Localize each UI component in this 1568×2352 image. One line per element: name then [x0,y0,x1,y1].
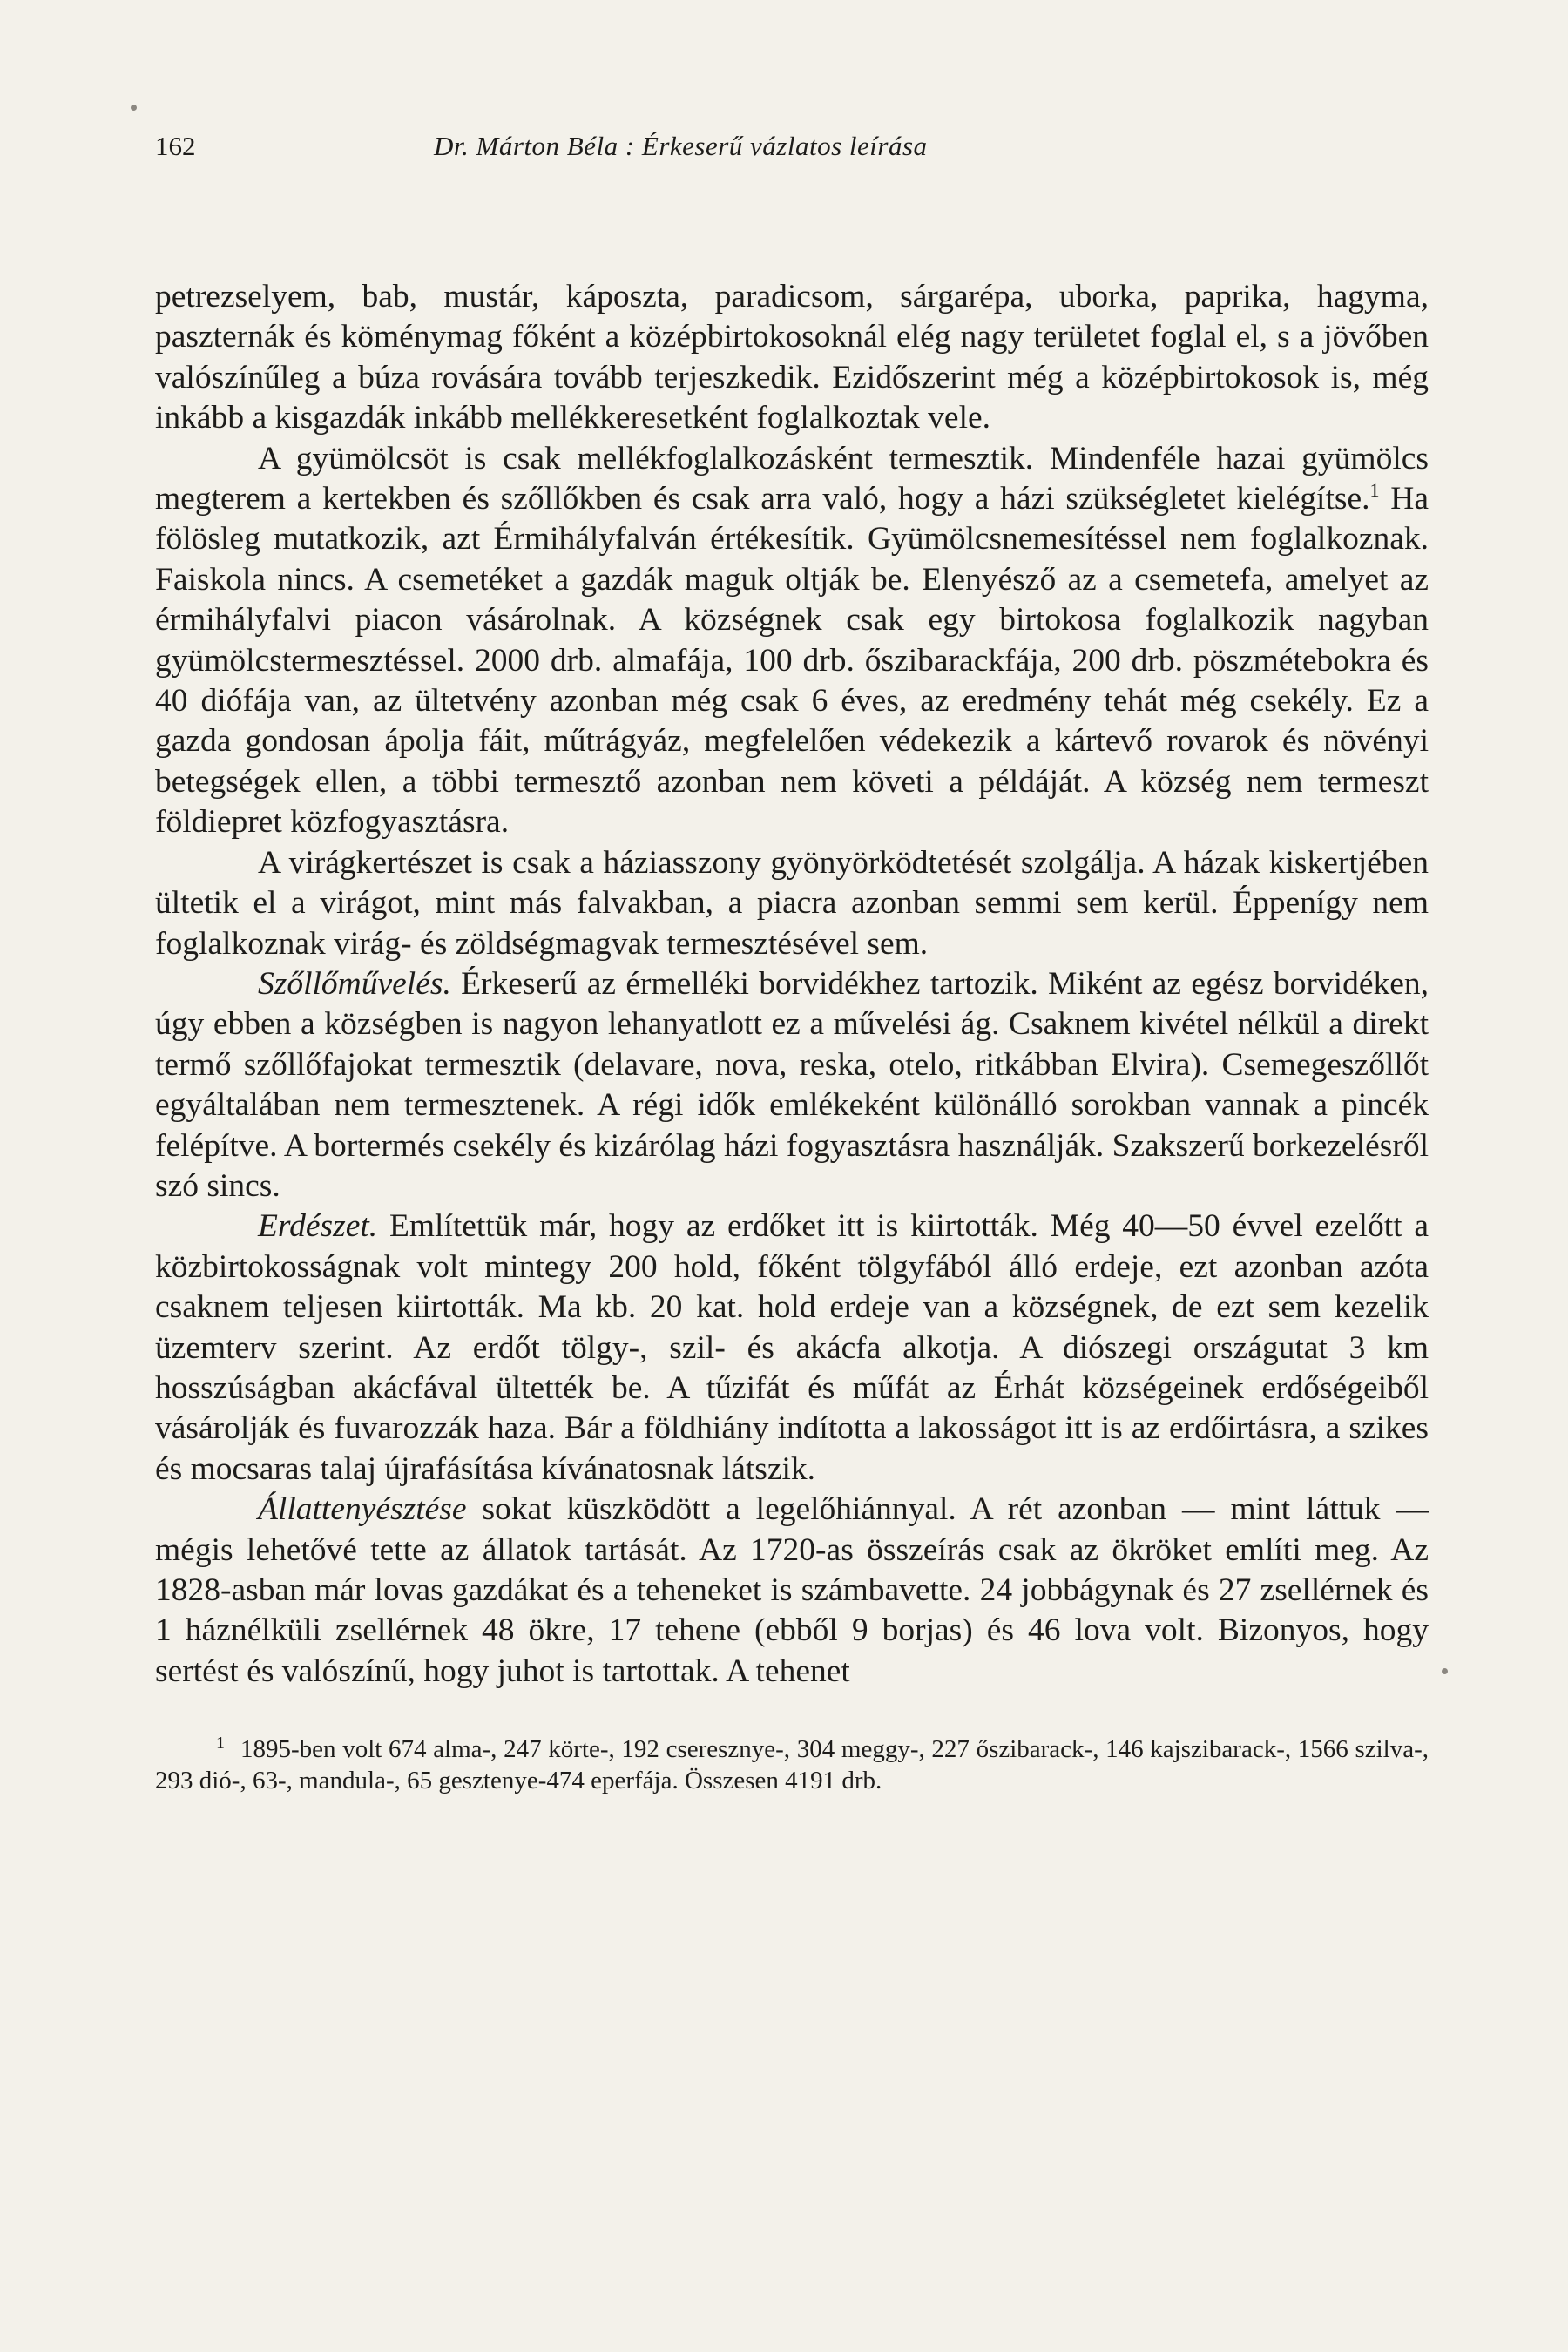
footnote-mark: 1 [216,1734,225,1754]
footnote [155,1734,1429,1796]
page-header [155,131,1429,183]
body-text [155,277,1429,1692]
paragraph [155,1206,1429,1490]
paragraph-text: Érkeserű az érmelléki borvidékhez tartozik. Miként az egész borvidéken, úgy ebben a községben is nagyon lehanyatlott ez a művelési ág. Csaknem kivétel nélkül a direkt termő szőllőfajokat termesztik (delavare, nova, reska, otelo, ritkábban Elvira). Csemegeszőllőt egyáltalában nem termesztenek. A régi idők emlékeként különálló sorokban vannak a pincék felépítve. A bortermés csekély és kizárólag házi fogyasztásra használják. Szakszerű borkezelésről szó sincs. [155,965,1429,1204]
paragraph [155,1490,1429,1692]
paragraph-text: A gyümölcsöt is csak mellékfoglalkozásként termesztik. Mindenféle hazai gyümölcs megterem a kertekben és szőllőkben és csak arra való, hogy a házi szükségletet kielégítse. [155,440,1429,517]
paragraph-text: A virágkertészet is csak a háziasszony gyönyörködtetését szolgálja. A házak kiskertjében ültetik el a virágot, mint más falvakban, a piacra azonban semmi sem kerül. Éppenígy nem foglalkoznak virág- és zöldségmagvak termesztésével sem. [155,844,1429,962]
paragraph-text: petrezselyem, bab, mustár, káposzta, paradicsom, sárgarépa, uborka, paprika, hagyma, paszternák és köménymag főként a középbirtokosoknál elég nagy területet foglal el, s a jövőben valószínűleg a búza rovására tovább terjeszkedik. Ezidőszerint még a középbirtokosok is, még inkább a kisgazdák inkább mellékkeresetként foglalkoztak vele. [155,279,1429,436]
running-head: Dr. Márton Béla : Érkeserű vázlatos leírása [434,131,928,161]
footnote-reference: 1 [1369,479,1380,502]
section-run-in-heading: Erdészet. [258,1208,378,1245]
paragraph-text: Ha fölösleg mutatkozik, azt Érmihályfalván értékesítik. Gyümölcsnemesítéssel nem foglalkoznak. Faiskola nincs. A csemetéket a gazdák maguk oltják be. Elenyésző az a csemetefa, amelyet az érmihályfalvi piacon vásárolnak. A községnek csak egy birtokosa foglalkozik nagyban gyümölcstermesztéssel. 2000 drb. almafája, 100 drb. őszibarackfája, 200 drb. pöszmétebokra és 40 diófája van, az ültetvény azonban még csak 6 éves, az eredmény tehát még csekély. Ez a gazda gondosan ápolja fáit, műtrágyáz, megfelelően védekezik a kártevő rovarok és növényi betegségek ellen, a többi termesztő azonban nem követi a példáját. A község nem termeszt földiepret közfogyasztásra. [155,481,1429,841]
paragraph-text: sokat küszködött a legelőhiánnyal. A rét azonban — mint láttuk — mégis lehetővé tette az állatok tartását. Az 1720-as összeírás csak az ökröket említi meg. Az 1828-asban már lovas gazdákat és a teheneket is számbavette. 24 jobbágynak és 27 zsellérnek és 1 háznélküli zsellérnek 48 ökre, 17 tehene (ebből 9 borjas) és 46 lova volt. Bizonyos, hogy sertést és valószínű, hogy juhot is tartottak. A tehenet [155,1491,1429,1689]
section-run-in-heading: Állattenyésztése [258,1491,467,1528]
section-run-in-heading: Szőllőművelés. [258,965,451,1002]
paragraph [155,843,1429,964]
footnote-text: 1895-ben volt 674 alma-, 247 körte-, 192 cseresznye-, 304 meggy-, 227 őszibarack-, 146 kajszibarack-, 1566 szilva-, 293 dió-, 63-, mandula-, 65 gesztenye-474 eperfája. Összesen 4191 drb. [155,1735,1429,1795]
page-number: 162 [155,131,196,161]
page-content [155,131,1429,1796]
scan-speck [1442,1668,1448,1674]
paragraph [155,277,1429,439]
scan-speck [131,105,137,111]
paragraph [155,439,1429,843]
paragraph-text: Említettük már, hogy az erdőket itt is kiirtották. Még 40—50 évvel ezelőtt a közbirtokosságnak volt mintegy 200 hold, főként tölgyfából álló erdeje, ezt azonban azóta csaknem teljesen kiirtották. Ma kb. 20 kat. hold erdeje van a községnek, de ezt sem kezelik üzemterv szerint. Az erdőt tölgy-, szil- és akácfa alkotja. A diószegi országutat 3 km hosszúságban akácfával ültették be. A tűzifát és műfát az Érhát községeinek erdőségeiből vásárolják és fuvarozzák haza. Bár a földhiány indította a lakosságot itt is az erdőirtásra, a szikes és mocsaras talaj újrafásítása kívánatosnak látszik. [155,1208,1429,1487]
footnote-paragraph [155,1734,1429,1796]
paragraph [155,964,1429,1206]
